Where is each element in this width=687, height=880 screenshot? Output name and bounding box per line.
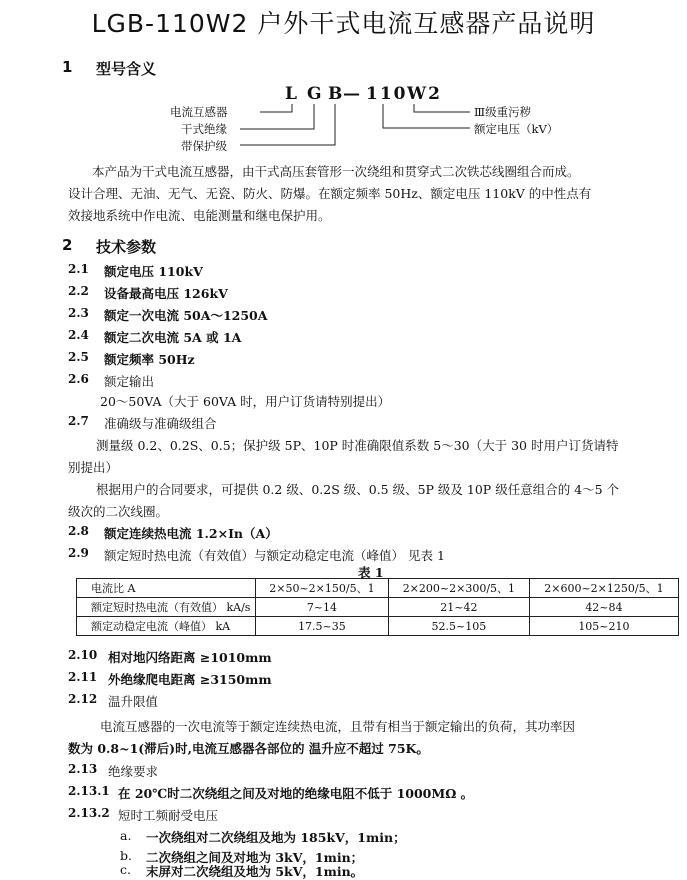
section-1-number: 1 [62, 58, 73, 76]
label-current-transformer: 电流互感器 [170, 105, 228, 119]
item-text: 绝缘要求 [108, 764, 159, 779]
model-connector-lines [0, 0, 687, 160]
item-text: 准确级与准确级组合 [104, 416, 217, 431]
table-cell: 21~42 [388, 598, 529, 617]
sub-item-label: b. [120, 848, 132, 863]
item-num: 2.5 [68, 350, 89, 364]
item-num: 2.2 [68, 284, 89, 298]
section-2-number: 2 [62, 236, 73, 254]
table-cell: 额定短时热电流（有效值） kA/s [77, 598, 256, 617]
item-text: 额定一次电流 50A～1250A [104, 308, 268, 323]
section-1-para-line-3: 效接地系统中作电流、电能测量和继电保护用。 [68, 208, 331, 223]
item-2-7-line-1: 测量级 0.2、0.2S、0.5；保护级 5P、10P 时准确限值系数 5～30（大于 30 时用户订货请特 [96, 438, 619, 453]
item-text: 在 20℃时二次绕组之间及对地的绝缘电阻不低于 1000MΩ 。 [118, 786, 474, 801]
table-caption: 表 1 [358, 565, 384, 580]
model-suffix: W2 [407, 84, 442, 104]
model-dash: — [343, 84, 362, 104]
item-text: 外绝缘爬电距离 ≥3150mm [108, 672, 272, 687]
item-text: 额定频率 50Hz [104, 352, 195, 367]
section-1-heading: 型号含义 [96, 60, 157, 78]
section-2-heading: 技术参数 [96, 238, 157, 256]
item-text: 额定输出 [104, 374, 155, 389]
sub-item-text: 一次绕组对二次绕组及地为 185kV，1min； [146, 830, 406, 845]
item-num: 2.8 [68, 524, 89, 538]
table-header-row [77, 579, 679, 598]
item-num: 2.4 [68, 328, 89, 342]
section-1-para-line-2: 设计合理、无油、无气、无瓷、防火、防爆。在额定频率 50Hz、额定电压 110kV 的中性点有 [68, 186, 592, 201]
table-cell: 52.5~105 [388, 617, 529, 636]
table-cell: 额定动稳定电流（峰值） kA [77, 617, 256, 636]
sub-item-text: 末屏对二次绕组及地为 5kV，1min。 [146, 864, 364, 879]
table-header-cell: 2×200~2×300/5、1 [388, 579, 529, 598]
item-2-7-line-3: 根据用户的合同要求，可提供 0.2 级、0.2S 级、0.5 级、5P 级及 10P 级任意组合的 4～5 个 [96, 482, 620, 497]
model-letter-l: L [285, 84, 299, 104]
table-cell: 105~210 [529, 617, 678, 636]
item-num: 2.12 [68, 692, 98, 706]
item-text: 短时工频耐受电压 [118, 808, 219, 823]
sub-item-text: 二次绕组之间及对地为 3kV，1min； [146, 850, 364, 865]
item-text: 20～50VA（大于 60VA 时，用户订货请特别提出） [100, 394, 391, 409]
model-letter-b: B [328, 84, 345, 104]
label-dry-insulation: 干式绝缘 [181, 122, 227, 136]
table-header-cell: 电流比 A [77, 579, 256, 598]
item-2-7-line-2: 别提出） [68, 460, 119, 475]
page-title: LGB-110W2 户外干式电流互感器产品说明 [91, 9, 596, 38]
item-num: 2.1 [68, 262, 89, 276]
model-letter-g: G [307, 84, 324, 104]
sub-item-label: a. [120, 828, 132, 843]
item-text: 相对地闪络距离 ≥1010mm [108, 650, 272, 665]
item-2-7-line-4: 级次的二次线圈。 [68, 504, 169, 519]
item-text: 温升限值 [108, 694, 159, 709]
item-2-12-line-1: 电流互感器的一次电流等于额定连续热电流，且带有相当于额定输出的负荷，其功率因 [100, 719, 576, 734]
label-protection-class: 带保护级 [181, 139, 227, 153]
sub-item-label: c. [120, 862, 131, 877]
item-num: 2.13.1 [68, 784, 110, 798]
table-header-cell: 2×50~2×150/5、1 [256, 579, 389, 598]
item-num: 2.6 [68, 372, 89, 386]
item-text: 设备最高电压 126kV [104, 286, 228, 301]
item-text: 额定短时热电流（有效值）与额定动稳定电流（峰值） 见表 1 [104, 548, 445, 563]
item-num: 2.3 [68, 306, 89, 320]
label-rated-voltage: 额定电压（kV） [474, 122, 559, 136]
model-voltage: 110 [366, 84, 408, 104]
spec-table [76, 578, 679, 636]
item-num: 2.13.2 [68, 806, 110, 820]
item-num: 2.10 [68, 648, 98, 662]
item-num: 2.13 [68, 762, 98, 776]
item-text: 额定二次电流 5A 或 1A [104, 330, 242, 345]
item-num: 2.7 [68, 414, 89, 428]
table-cell: 42~84 [529, 598, 678, 617]
item-2-12-line-2: 数为 0.8~1(滞后)时,电流互感器各部位的 温升应不超过 75K。 [68, 741, 429, 756]
label-pollution-class: Ⅲ级重污秽 [474, 105, 532, 119]
item-num: 2.9 [68, 546, 89, 560]
table-row [77, 598, 679, 617]
item-text: 额定连续热电流 1.2×In（A） [104, 526, 278, 541]
table-row [77, 617, 679, 636]
table-cell: 17.5~35 [256, 617, 389, 636]
item-num: 2.11 [68, 670, 98, 684]
table-header-cell: 2×600~2×1250/5、1 [529, 579, 678, 598]
section-1-para-line-1: 本产品为干式电流互感器，由干式高压套管形一次绕组和贯穿式二次铁芯线圈组合而成。 [92, 164, 580, 179]
item-text: 额定电压 110kV [104, 264, 203, 279]
table-cell: 7~14 [256, 598, 389, 617]
